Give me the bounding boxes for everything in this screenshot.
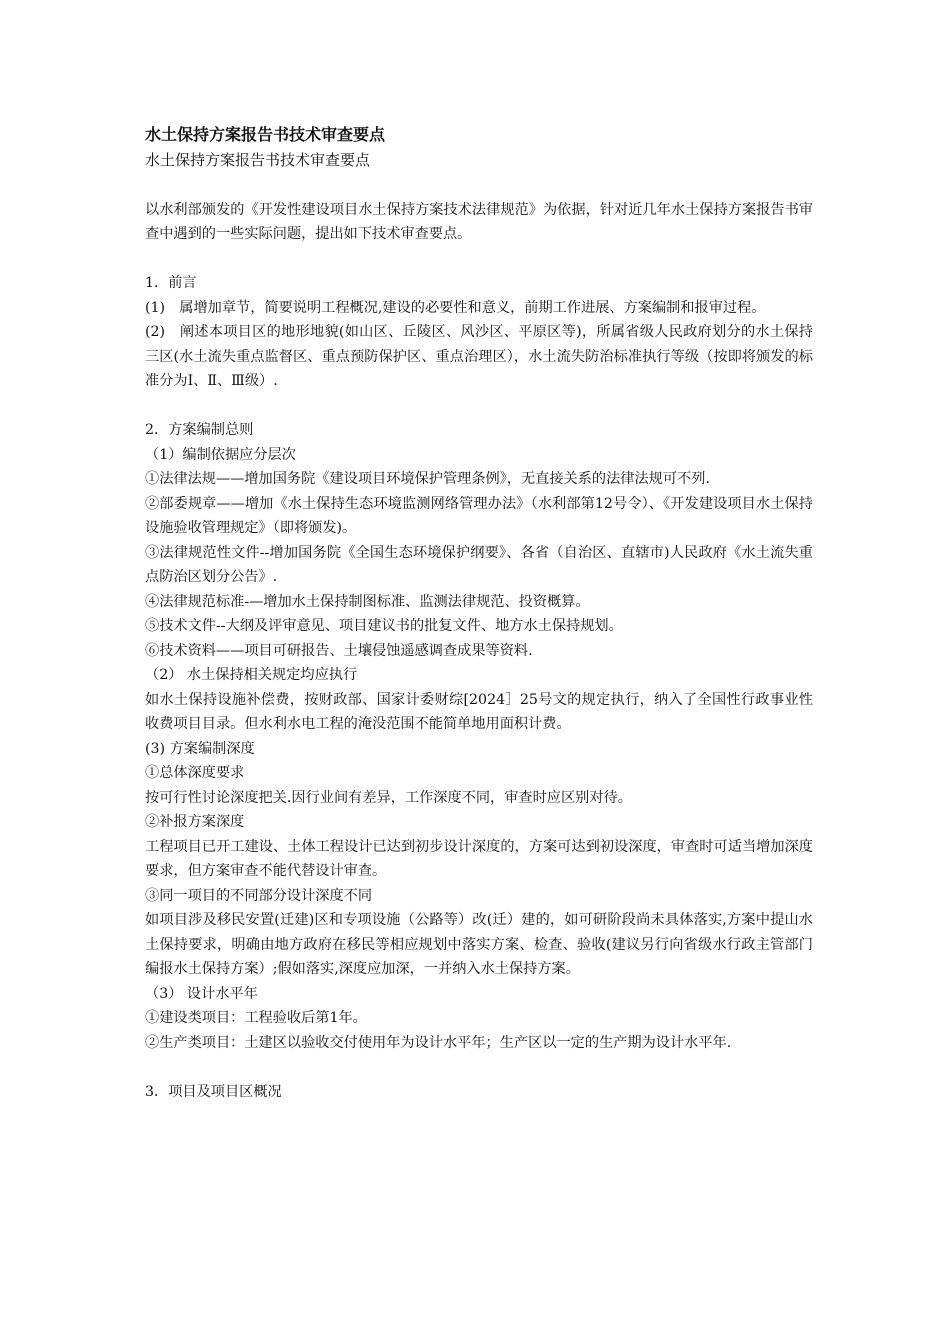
paragraph: 按可行性讨论深度把关.因行业间有差异，工作深度不同，审查时应区别对待。 xyxy=(145,789,632,806)
paragraph: (1) 属增加章节，简要说明工程概况,建设的必要性和意义，前期工作进展、方案编制和报审过程。 xyxy=(145,299,766,316)
paragraph: 如水土保持设施补偿费，按财政部、国家计委财综[2024］25号文的规定执行，纳入了全国性行政事业性收费项目目录。但水利水电工程的淹没范围不能简单地用面积计费。 xyxy=(145,691,813,732)
intro-paragraph: 以水利部颁发的《开发性建设项目水土保持方案技术法律规范》为依据，针对近几年水土保持方案报告书审查中遇到的一些实际问题，提出如下技术审查要点。 xyxy=(145,201,813,242)
spacer xyxy=(145,394,813,419)
paragraph: ②补报方案深度 xyxy=(145,814,245,830)
paragraph: （1）编制依据应分层次 xyxy=(145,446,296,463)
paragraph: （3） 设计水平年 xyxy=(145,985,258,1002)
section-1-heading: 1．前言 xyxy=(145,275,197,291)
document-page xyxy=(145,123,813,1104)
section-3-heading: 3．项目及项目区概况 xyxy=(145,1083,282,1100)
section-2-heading: 2．方案编制总则 xyxy=(145,422,254,438)
paragraph: ①总体深度要求 xyxy=(145,765,245,781)
paragraph: ②部委规章——增加《水土保持生态环境监测网络管理办法》（水利部第12号令）、《开发建设项目水土保持设施验收管理规定》（即将颁发)。 xyxy=(145,495,813,536)
paragraph: ③法律规范性文件--增加国务院《全国生态环境保护纲要》、各省（自治区、直辖市)人民政府《水土流失重点防治区划分公告》. xyxy=(145,544,813,585)
spacer xyxy=(145,1055,813,1080)
paragraph: ①建设类项目：工程验收后第1年。 xyxy=(145,1010,367,1026)
paragraph: ④法律规范标准-—增加水土保持制图标准、监测法律规范、投资概算。 xyxy=(145,593,590,610)
paragraph: ②生产类项目：土建区以验收交付使用年为设计水平年；生产区以一定的生产期为设计水平年. xyxy=(145,1034,732,1051)
document-subtitle: 水土保持方案报告书技术审查要点 xyxy=(145,151,371,169)
paragraph: ⑥技术资料——项目可研报告、土壤侵蚀遥感调查成果等资料. xyxy=(145,642,533,659)
spacer xyxy=(145,247,813,272)
paragraph: ①法律法规——增加国务院《建设项目环境保护管理条例》，无直接关系的法律法规可不列. xyxy=(145,471,710,487)
paragraph: (3) 方案编制深度 xyxy=(145,740,255,757)
spacer xyxy=(145,173,813,198)
paragraph: 如项目涉及移民安置(迁建)区和专项设施（公路等）改(迁）建的，如可研阶段尚未具体落实,方案中提山水土保持要求，明确由地方政府在移民等相应规划中落实方案、检查、验收(建议另行向省级水行政主管部门编报水土保持方案）;假如落实,深度应加深，一并纳入水土保持方案。 xyxy=(145,912,813,977)
paragraph: 工程项目已开工建设、土体工程设计已达到初步设计深度的，方案可达到初设深度，审查时可适当增加深度要求，但方案审查不能代替设计审查。 xyxy=(145,838,813,879)
paragraph: (2) 阐述本项目区的地形地貌(如山区、丘陵区、风沙区、平原区等)，所属省级人民政府划分的水土保持三区(水土流失重点监督区、重点预防保护区、重点治理区），水土流失防治标准执行等级（按即将颁发的标准分为Ⅰ、Ⅱ、Ⅲ级）. xyxy=(145,324,813,389)
document-title: 水土保持方案报告书技术审查要点 xyxy=(145,125,386,144)
paragraph: ③同一项目的不同部分设计深度不同 xyxy=(145,887,373,904)
paragraph: ⑤技术文件--大纲及评审意见、项目建议书的批复文件、地方水土保持规划。 xyxy=(145,618,623,634)
paragraph: （2） 水土保持相关规定均应执行 xyxy=(145,667,358,683)
